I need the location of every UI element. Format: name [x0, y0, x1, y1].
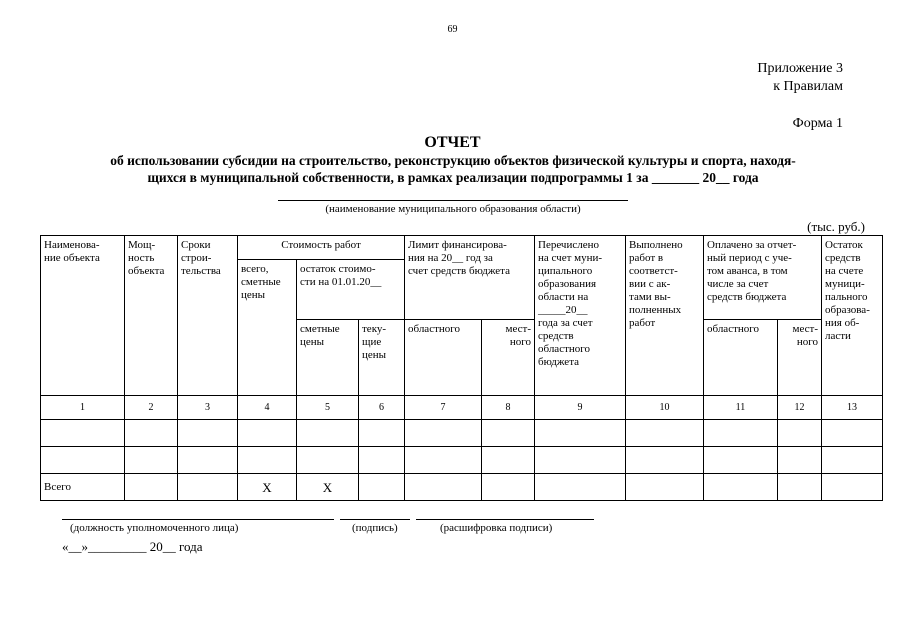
column-number: 1 [41, 396, 125, 420]
column-number: 13 [822, 396, 883, 420]
table-cell[interactable] [405, 420, 482, 447]
table-cell[interactable] [778, 474, 822, 501]
header-transferred: Перечислено на счет муни- ципального образования области на _____20__ года за счет средств областного бюджета [535, 236, 626, 396]
table-cell[interactable] [297, 420, 359, 447]
header-capacity: Мощ- ность объекта [125, 236, 178, 396]
table-cell[interactable] [626, 474, 704, 501]
table-cell[interactable] [535, 447, 626, 474]
document-subtitle [40, 152, 866, 186]
table-cell[interactable] [238, 420, 297, 447]
header-limit-regional: областного [405, 320, 482, 396]
column-number: 6 [359, 396, 405, 420]
header-current-prices: теку- щие цены [359, 320, 405, 396]
header-balance: Остаток средств на счете муници- пального образова- ния об- ласти [822, 236, 883, 396]
table-cell[interactable] [359, 474, 405, 501]
header-paid: Оплачено за отчет- ный период с уче- том аванса, в том числе за счет средств бюджета [704, 236, 822, 320]
subtitle-line-1: об использовании субсидии на строительство, реконструкцию объектов физической культуры и спорта, находя- [110, 153, 796, 168]
table-cell[interactable] [125, 474, 178, 501]
appendix-line-2: к Правилам [773, 79, 843, 94]
column-numbers-row [41, 396, 883, 420]
header-cost-total: всего, сметные цены [238, 260, 297, 396]
column-number: 10 [626, 396, 704, 420]
column-number: 7 [405, 396, 482, 420]
header-construction-terms: Сроки строи- тельства [178, 236, 238, 396]
header-completed-works: Выполнено работ в соответст- вии с ак- тами вы- полненных работ [626, 236, 704, 396]
column-number: 8 [482, 396, 535, 420]
subtitle-line-2: щихся в муниципальной собственности, в рамках реализации подпрограммы 1 за _______ 20__ года [147, 170, 759, 185]
header-cost-remaining: остаток стоимо- сти на 01.01.20__ [297, 260, 405, 320]
municipality-field-line[interactable] [278, 200, 628, 201]
signature-caption: (подпись) [352, 522, 398, 534]
column-number: 2 [125, 396, 178, 420]
table-cell[interactable] [359, 420, 405, 447]
table-cell[interactable] [41, 447, 125, 474]
table-cell[interactable] [405, 474, 482, 501]
municipality-caption: (наименование муниципального образования области) [325, 203, 581, 215]
table-cell[interactable] [704, 420, 778, 447]
column-number: 9 [535, 396, 626, 420]
header-limit-local: мест- ного [482, 320, 535, 396]
table-cell[interactable] [178, 447, 238, 474]
table-cell[interactable] [405, 447, 482, 474]
table-cell[interactable] [535, 420, 626, 447]
total-label: Всего [41, 474, 125, 501]
table-cell[interactable] [778, 447, 822, 474]
page-number: 69 [447, 24, 458, 35]
table-cell[interactable] [125, 447, 178, 474]
table-cell[interactable] [822, 447, 883, 474]
appendix-note [757, 60, 843, 96]
header-paid-regional: областного [704, 320, 778, 396]
units-label: (тыс. руб.) [807, 219, 865, 234]
table-cell[interactable] [482, 474, 535, 501]
table-cell[interactable] [125, 420, 178, 447]
column-number: 4 [238, 396, 297, 420]
signature-line[interactable] [340, 519, 410, 520]
header-estimate-prices: сметные цены [297, 320, 359, 396]
column-number: 3 [178, 396, 238, 420]
table-cell[interactable] [822, 420, 883, 447]
table-cell[interactable] [626, 420, 704, 447]
table-cell[interactable] [178, 420, 238, 447]
table-cell[interactable] [238, 447, 297, 474]
signature-decode-line[interactable] [416, 519, 594, 520]
table-cell[interactable] [778, 420, 822, 447]
header-paid-local: мест- ного [778, 320, 822, 396]
table-cell[interactable] [178, 474, 238, 501]
column-number: 11 [704, 396, 778, 420]
header-financing-limit: Лимит финансирова- ния на 20__ год за счет средств бюджета [405, 236, 535, 320]
column-number: 5 [297, 396, 359, 420]
table-cell[interactable] [704, 447, 778, 474]
date-line: «__»_________ 20__ года [62, 539, 203, 554]
report-table [40, 235, 883, 501]
table-cell[interactable] [704, 474, 778, 501]
table-row [41, 420, 883, 447]
table-cell[interactable] [626, 447, 704, 474]
header-object-name: Наименова- ние объекта [41, 236, 125, 396]
position-signature-line[interactable] [62, 519, 334, 520]
header-cost: Стоимость работ [238, 236, 405, 260]
decode-caption: (расшифровка подписи) [440, 522, 553, 534]
table-cell[interactable] [822, 474, 883, 501]
document-title: ОТЧЕТ [424, 134, 481, 151]
position-caption: (должность уполномоченного лица) [70, 522, 239, 534]
total-row [41, 474, 883, 501]
table-cell[interactable] [41, 420, 125, 447]
total-x-mark: Х [297, 474, 359, 501]
table-row [41, 447, 883, 474]
table-cell[interactable] [359, 447, 405, 474]
appendix-line-1: Приложение 3 [757, 61, 843, 76]
total-x-mark: Х [238, 474, 297, 501]
table-cell[interactable] [482, 420, 535, 447]
column-number: 12 [778, 396, 822, 420]
table-cell[interactable] [482, 447, 535, 474]
form-label: Форма 1 [792, 116, 843, 131]
table-cell[interactable] [535, 474, 626, 501]
table-cell[interactable] [297, 447, 359, 474]
